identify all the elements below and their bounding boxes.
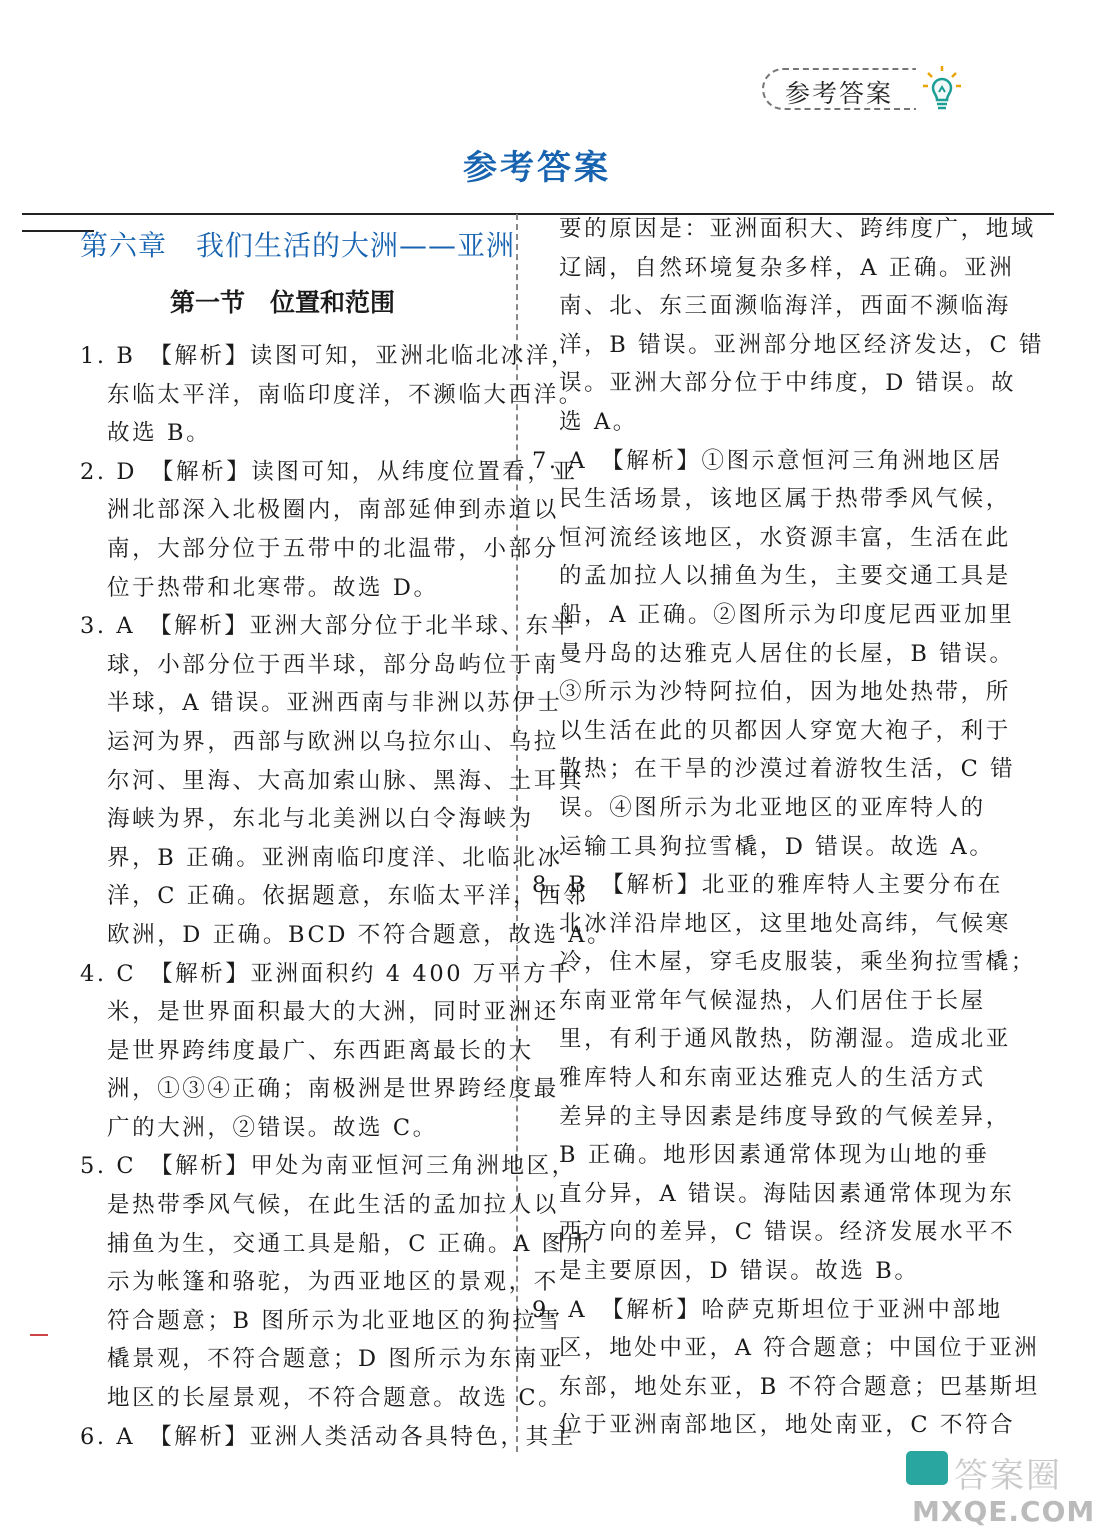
answer-item <box>80 337 584 453</box>
answer-line: 民生活场景，该地区属于热带季风气候， <box>559 486 1011 513</box>
answer-line: 捕鱼为生，交通工具是船，C 正确。A 图所 <box>107 1230 592 1257</box>
answer-line: 广的大洲，②错误。故选 C。 <box>107 1114 438 1141</box>
answer-line: 以生活在此的贝都因人穿宽大袍子，利于 <box>559 717 1011 744</box>
answer-line: 1. B 【解析】读图可知，亚洲北临北冰洋， <box>80 343 577 369</box>
answer-item <box>80 453 578 607</box>
answer-line: 9. A 【解析】哈萨克斯坦位于亚洲中部地 <box>532 1296 1003 1323</box>
answer-item <box>532 1291 1040 1445</box>
answer-line: 东部，地处东亚，B 不符合题意；巴基斯坦 <box>559 1373 1040 1400</box>
answer-line: 误。④图所示为北亚地区的亚库特人的 <box>559 794 986 821</box>
answer-line: 示为帐篷和骆驼，为西亚地区的景观，不 <box>107 1269 559 1296</box>
answer-line: 北冰洋沿岸地区，这里地处高纬，气候寒 <box>559 910 1011 937</box>
answer-item <box>80 1147 592 1417</box>
chapter-heading: 第六章 我们生活的大洲——亚洲 <box>80 229 516 262</box>
section-heading: 第一节 位置和范围 <box>170 288 396 317</box>
answer-line: 辽阔，自然环境复杂多样，A 正确。亚洲 <box>559 254 1015 281</box>
answer-line: 橇景观，不符合题意；D 图所示为东南亚 <box>107 1346 565 1373</box>
answer-line: B 正确。地形因素通常体现为山地的垂 <box>559 1142 990 1169</box>
answer-line: 3. A 【解析】亚洲大部分位于北半球、东半 <box>80 613 576 640</box>
left-column <box>80 337 613 1456</box>
header-corner-label: 参考答案 <box>785 79 894 108</box>
answer-line: 球，小部分位于西半球，部分岛屿位于南 <box>107 651 559 678</box>
answer-line: 7. A 【解析】①图示意恒河三角洲地区居 <box>532 447 1003 474</box>
answer-item <box>532 866 1036 1291</box>
answer-line: 船，A 正确。②图所示为印度尼西亚加里 <box>559 601 1015 628</box>
answer-line: 5. C 【解析】甲处为南亚恒河三角洲地区， <box>80 1153 577 1180</box>
answer-item <box>80 607 613 954</box>
page-title: 参考答案 <box>463 148 611 188</box>
answer-line: 位于亚洲南部地区，地处南亚，C 不符合 <box>559 1412 1016 1439</box>
answer-line: 8. B 【解析】北亚的雅库特人主要分布在 <box>532 872 1004 899</box>
answer-line: 区，地处中亚，A 符合题意；中国位于亚洲 <box>559 1335 1040 1362</box>
answer-line: 南、北、东三面濒临海洋，西面不濒临海 <box>559 293 1011 320</box>
answer-line: 运输工具狗拉雪橇，D 错误。故选 A。 <box>559 833 995 860</box>
answer-item <box>80 955 574 1148</box>
answer-line: 差异的主导因素是纬度导致的气候差异， <box>559 1103 1011 1130</box>
answer-line: 地区的长屋景观，不符合题意。故选 C。 <box>107 1385 564 1412</box>
answer-line: 洲，①③④正确；南极洲是世界跨经度最 <box>107 1076 559 1103</box>
answer-item <box>532 210 1045 442</box>
answer-line: 南，大部分位于五带中的北温带，小部分 <box>107 535 559 562</box>
answer-line: ③所示为沙特阿拉伯，因为地处热带，所 <box>559 679 1011 706</box>
answer-line: 洋，B 错误。亚洲部分地区经济发达，C 错 <box>559 331 1045 358</box>
lightbulb-icon <box>922 64 962 112</box>
answer-line: 4. C 【解析】亚洲面积约 4 400 万平方千 <box>80 960 574 987</box>
answer-line: 是世界跨纬度最广、东西距离最长的大 <box>107 1037 534 1064</box>
answer-line: 洲北部深入北极圈内，南部延伸到赤道以 <box>107 497 559 524</box>
answer-line: 米，是世界面积最大的大洲，同时亚洲还 <box>107 999 559 1026</box>
answer-line: 2. D 【解析】读图可知，从纬度位置看，亚 <box>80 458 578 485</box>
answer-line: 里，有利于通风散热，防潮湿。造成北亚 <box>559 1026 1011 1053</box>
answer-item <box>532 442 1016 867</box>
answer-line: 曼丹岛的达雅克人居住的长屋，B 错误。 <box>559 640 1015 667</box>
answer-line: 东临太平洋，南临印度洋，不濒临大西洋。 <box>107 381 584 408</box>
answer-line: 故选 B。 <box>107 420 212 447</box>
right-column <box>532 210 1045 1445</box>
answer-line: 尔河、里海、大高加索山脉、黑海、土耳其 <box>107 767 584 794</box>
answer-line: 要的原因是：亚洲面积大、跨纬度广，地域 <box>559 216 1036 242</box>
watermark-text: MXQE.COM <box>912 1495 1095 1528</box>
answer-line: 欧洲，D 正确。BCD 不符合题意，故选 A。 <box>107 921 613 948</box>
answer-line: 冷，住木屋，穿毛皮服装，乘坐狗拉雪橇； <box>559 949 1036 976</box>
answer-line: 的孟加拉人以捕鱼为生，主要交通工具是 <box>559 563 1011 590</box>
answer-line: 位于热带和北寒带。故选 D。 <box>107 574 439 601</box>
answer-line: 洋，C 正确。依据题意，东临太平洋，西邻 <box>107 883 589 910</box>
answer-line: 西方向的差异，C 错误。经济发展水平不 <box>559 1219 1016 1246</box>
answer-line: 是主要原因，D 错误。故选 B。 <box>559 1258 920 1285</box>
answer-line: 符合题意；B 图所示为北亚地区的狗拉雪 <box>107 1307 563 1334</box>
answer-line: 半球，A 错误。亚洲西南与非洲以苏伊士 <box>107 690 563 717</box>
answer-line: 误。亚洲大部分位于中纬度，D 错误。故 <box>559 370 1017 397</box>
answer-line: 选 A。 <box>559 408 638 435</box>
answer-line: 海峡为界，东北与北美洲以白令海峡为 <box>107 806 534 833</box>
answer-line: 雅库特人和东南亚达雅克人的生活方式 <box>559 1065 986 1092</box>
answer-line: 是热带季风气候，在此生活的孟加拉人以 <box>107 1192 559 1219</box>
watermark-logo: 答案圈 <box>954 1456 1062 1496</box>
answer-line: 直分异，A 错误。海陆因素通常体现为东 <box>559 1180 1015 1207</box>
answer-line: 东南亚常年气候湿热，人们居住于长屋 <box>559 987 986 1014</box>
answer-line: 恒河流经该地区，水资源丰富，生活在此 <box>559 524 1011 551</box>
answer-line: 运河为界，西部与欧洲以乌拉尔山、乌拉 <box>107 728 559 755</box>
answer-line: 6. A 【解析】亚洲人类活动各具特色，其主 <box>80 1423 576 1450</box>
margin-mark <box>30 1334 48 1336</box>
answer-line: 界，B 正确。亚洲南临印度洋、北临北冰 <box>107 844 563 871</box>
answer-item <box>80 1418 576 1457</box>
watermark-badge <box>906 1451 948 1485</box>
answer-line: 散热；在干旱的沙漠过着游牧生活，C 错 <box>559 756 1016 783</box>
